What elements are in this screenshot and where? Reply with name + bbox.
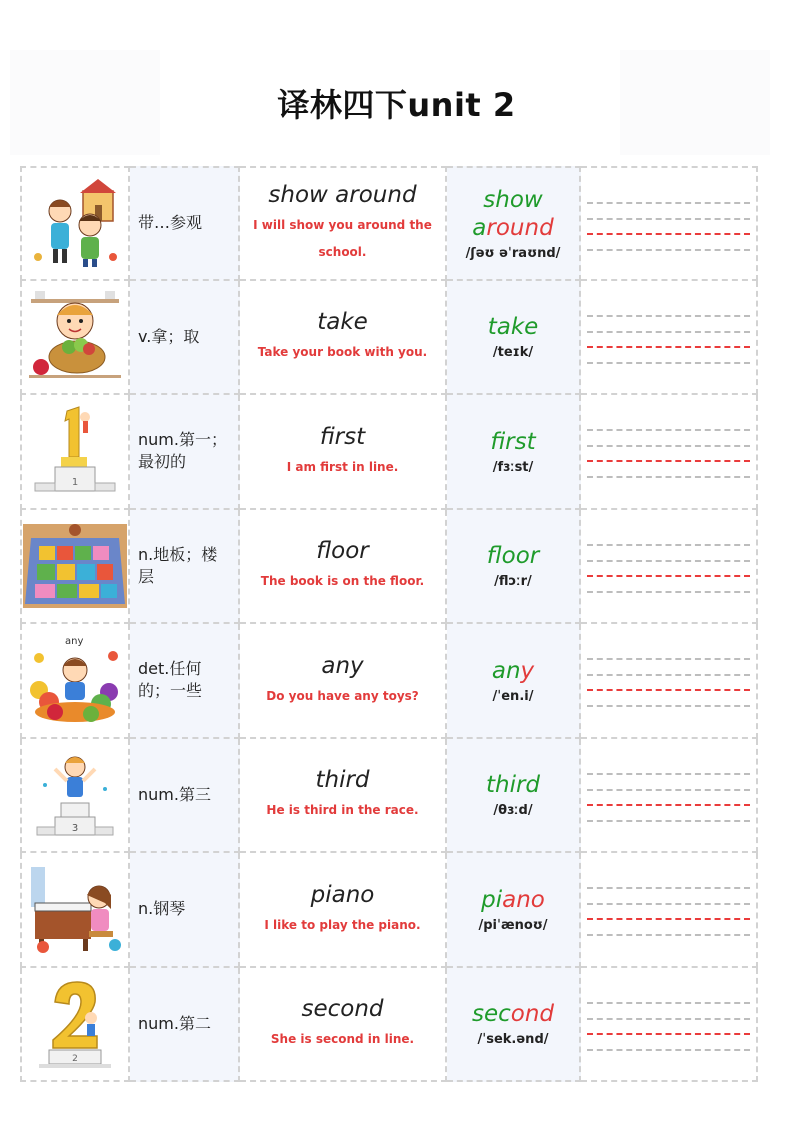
word-cell bbox=[447, 166, 581, 281]
example-cell bbox=[240, 510, 447, 625]
guide-line bbox=[587, 249, 750, 251]
word-heading: any bbox=[321, 652, 364, 679]
writing-lines bbox=[581, 510, 758, 625]
word-cell bbox=[447, 624, 581, 739]
phonetic: /fɜːst/ bbox=[492, 459, 534, 475]
word-heading: second bbox=[301, 996, 384, 1023]
baseline-line bbox=[587, 575, 750, 577]
first-place-podium-icon bbox=[25, 401, 125, 501]
example-cell bbox=[240, 281, 447, 396]
boy-with-basket-icon bbox=[25, 287, 125, 387]
baseline-line bbox=[587, 689, 750, 691]
word-part: first bbox=[490, 428, 536, 455]
example-sentence: The book is on the floor. bbox=[260, 574, 425, 589]
example-sentence: Do you have any toys? bbox=[266, 688, 419, 703]
word-part: take bbox=[487, 314, 539, 341]
guide-line bbox=[587, 1018, 750, 1020]
colored-word bbox=[481, 886, 545, 914]
example-sentence: Take your book with you. bbox=[257, 345, 428, 360]
page-title: 译林四下unit 2 bbox=[277, 85, 516, 124]
guide-line bbox=[587, 705, 750, 707]
table-row bbox=[20, 510, 758, 625]
word-part: ano bbox=[502, 886, 545, 913]
guide-line bbox=[587, 773, 750, 775]
phonetic: /ˈen.i/ bbox=[492, 688, 534, 704]
meaning-cell bbox=[130, 968, 240, 1083]
guide-line bbox=[587, 476, 750, 478]
image-cell bbox=[20, 281, 130, 396]
example-cell bbox=[240, 624, 447, 739]
title-shade-left bbox=[10, 50, 160, 155]
word-part: third bbox=[485, 772, 541, 799]
chinese-meaning: num.第二 bbox=[138, 1013, 211, 1033]
table-row bbox=[20, 968, 758, 1083]
colored-word bbox=[472, 1000, 554, 1028]
example-cell bbox=[240, 166, 447, 281]
writing-lines bbox=[581, 166, 758, 281]
third-place-podium-icon bbox=[25, 745, 125, 845]
guide-line bbox=[587, 429, 750, 431]
chinese-meaning: v.拿；取 bbox=[138, 326, 200, 346]
guide-line bbox=[587, 218, 750, 220]
word-cell bbox=[447, 739, 581, 854]
svg-text:1: 1 bbox=[71, 477, 79, 489]
word-cell bbox=[447, 281, 581, 396]
word-part: y bbox=[520, 657, 535, 684]
writing-lines bbox=[581, 281, 758, 396]
word-part: a bbox=[472, 214, 487, 241]
chinese-meaning: num.第三 bbox=[138, 784, 211, 804]
example-cell bbox=[240, 395, 447, 510]
guide-line bbox=[587, 544, 750, 546]
chinese-meaning: 带…参观 bbox=[138, 213, 203, 233]
word-part: show bbox=[483, 186, 543, 213]
chinese-meaning: n.地板；楼层 bbox=[138, 544, 218, 586]
word-part: ond bbox=[510, 1001, 555, 1028]
table-row bbox=[20, 166, 758, 281]
example-cell bbox=[240, 968, 447, 1083]
meaning-cell bbox=[130, 739, 240, 854]
guide-line bbox=[587, 934, 750, 936]
phonetic: /θɜːd/ bbox=[493, 803, 533, 819]
word-heading: floor bbox=[316, 538, 369, 565]
table-row bbox=[20, 739, 758, 854]
guide-line bbox=[587, 331, 750, 333]
table-row bbox=[20, 624, 758, 739]
writing-lines bbox=[581, 739, 758, 854]
word-part-mixed bbox=[472, 214, 553, 242]
colored-word bbox=[472, 186, 553, 242]
image-cell bbox=[20, 510, 130, 625]
image-cell bbox=[20, 739, 130, 854]
guide-line bbox=[587, 658, 750, 660]
colored-word bbox=[486, 771, 540, 799]
word-heading: first bbox=[319, 423, 366, 450]
guide-line bbox=[587, 591, 750, 593]
guide-line bbox=[587, 560, 750, 562]
example-cell bbox=[240, 853, 447, 968]
word-cell bbox=[447, 968, 581, 1083]
guide-line bbox=[587, 202, 750, 204]
image-cell bbox=[20, 968, 130, 1083]
meaning-cell bbox=[130, 510, 240, 625]
phonetic: /ʃəʊ əˈraʊnd/ bbox=[465, 245, 561, 261]
word-cell bbox=[447, 510, 581, 625]
guide-line bbox=[587, 903, 750, 905]
kids-with-school-icon bbox=[25, 173, 125, 273]
colored-word bbox=[492, 657, 534, 685]
example-sentence: I am first in line. bbox=[286, 459, 399, 474]
baseline-line bbox=[587, 804, 750, 806]
baseline-line bbox=[587, 1033, 750, 1035]
writing-lines bbox=[581, 624, 758, 739]
guide-line bbox=[587, 674, 750, 676]
word-part: sec bbox=[471, 1001, 511, 1028]
guide-line bbox=[587, 445, 750, 447]
guide-line bbox=[587, 887, 750, 889]
table-row bbox=[20, 281, 758, 396]
svg-text:2: 2 bbox=[72, 1053, 78, 1064]
writing-lines bbox=[581, 968, 758, 1083]
meaning-cell bbox=[130, 166, 240, 281]
girl-at-piano-icon bbox=[25, 859, 125, 959]
word-heading: take bbox=[317, 309, 368, 336]
guide-line bbox=[587, 362, 750, 364]
title-area bbox=[0, 50, 793, 155]
writing-lines bbox=[581, 395, 758, 510]
colored-word bbox=[487, 542, 539, 570]
floor-mat-icon bbox=[23, 516, 127, 616]
guide-line bbox=[587, 1002, 750, 1004]
phonetic: /piˈænoʊ/ bbox=[478, 917, 548, 933]
baseline-line bbox=[587, 346, 750, 348]
image-cell bbox=[20, 166, 130, 281]
meaning-cell bbox=[130, 395, 240, 510]
meaning-cell bbox=[130, 281, 240, 396]
word-part: an bbox=[491, 657, 521, 684]
image-cell bbox=[20, 395, 130, 510]
example-cell bbox=[240, 739, 447, 854]
guide-line bbox=[587, 315, 750, 317]
phonetic: /flɔːr/ bbox=[494, 574, 532, 590]
boy-with-fruits-icon bbox=[25, 630, 125, 730]
word-heading: third bbox=[315, 767, 370, 794]
meaning-cell bbox=[130, 853, 240, 968]
baseline-line bbox=[587, 233, 750, 235]
word-cell bbox=[447, 395, 581, 510]
table-row bbox=[20, 395, 758, 510]
writing-lines bbox=[581, 853, 758, 968]
image-text: any bbox=[65, 636, 84, 648]
svg-text:3: 3 bbox=[71, 822, 79, 834]
word-part: round bbox=[486, 214, 554, 241]
vocabulary-table bbox=[20, 166, 758, 1082]
title-shade-right bbox=[620, 50, 770, 155]
second-place-number-icon bbox=[25, 974, 125, 1074]
word-cell bbox=[447, 853, 581, 968]
table-row bbox=[20, 853, 758, 968]
chinese-meaning: det.任何的；一些 bbox=[138, 659, 203, 701]
colored-word bbox=[490, 428, 535, 456]
phonetic: /teɪk/ bbox=[492, 345, 534, 361]
word-part: floor bbox=[486, 543, 540, 570]
phonetic: /ˈsek.ənd/ bbox=[477, 1032, 549, 1048]
baseline-line bbox=[587, 918, 750, 920]
example-sentence: She is second in line. bbox=[270, 1032, 415, 1047]
image-cell bbox=[20, 853, 130, 968]
word-heading: show around bbox=[268, 182, 417, 209]
chinese-meaning: n.钢琴 bbox=[138, 899, 186, 919]
guide-line bbox=[587, 1049, 750, 1051]
image-cell bbox=[20, 624, 130, 739]
colored-word bbox=[488, 313, 539, 341]
chinese-meaning: num.第一；最初的 bbox=[138, 430, 227, 472]
guide-line bbox=[587, 820, 750, 822]
example-sentence: He is third in the race. bbox=[266, 803, 419, 818]
word-part: pi bbox=[481, 886, 503, 913]
baseline-line bbox=[587, 460, 750, 462]
example-sentence: I like to play the piano. bbox=[264, 917, 421, 932]
word-heading: piano bbox=[310, 881, 375, 908]
guide-line bbox=[587, 789, 750, 791]
example-sentence: I will show you around the school. bbox=[253, 218, 432, 260]
meaning-cell bbox=[130, 624, 240, 739]
